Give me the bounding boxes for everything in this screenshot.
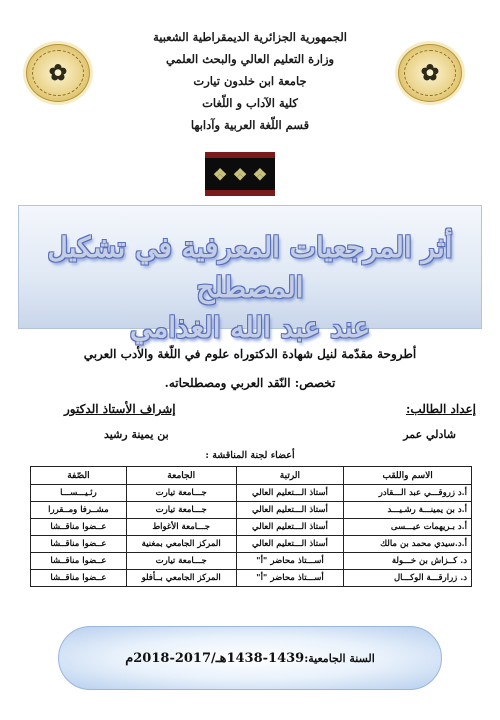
thesis-title-line-1: أثر المرجعيات المعرفية في تشكيل المصطلح xyxy=(47,231,453,304)
thesis-title-line-2: عند عبد الله الغذامي xyxy=(129,311,371,344)
member-name: د. زرارقـــة الوكـــال xyxy=(344,570,472,587)
member-university: المركز الجامعي بــأفلو xyxy=(126,570,236,587)
supervisor-label: إشراف الأستاذ الدكتور xyxy=(64,402,176,416)
academic-year-label: السنة الجامعية: xyxy=(304,651,375,665)
university-logo-icon: ❖ ❖ ❖ xyxy=(205,152,275,196)
header-university: الجامعة xyxy=(126,467,236,485)
member-role: عــضوا مناقــشا xyxy=(31,536,127,553)
member-university: المركز الجامعي بمغنية xyxy=(126,536,236,553)
member-role: رئـيـــســـا xyxy=(31,485,127,502)
table-row xyxy=(31,570,472,587)
student-name: شادلي عمر xyxy=(403,428,456,441)
member-name: أ.د بـريهمات عيـــسى xyxy=(344,519,472,536)
table-row xyxy=(31,553,472,570)
member-name: أ.د زروقـــي عبد الـــقادر xyxy=(344,485,472,502)
university-seal-right-icon: ✿ xyxy=(398,44,462,102)
member-university: جـــامعة تيارت xyxy=(126,485,236,502)
member-name: د. كــزاش بن خـــولة xyxy=(344,553,472,570)
member-university: جـــامعة تيارت xyxy=(126,553,236,570)
header-rank: الرتبة xyxy=(236,467,344,485)
member-rank: أستاذ الـــتعليم العالي xyxy=(236,502,344,519)
member-rank: أســـتاذ محاضر "أ" xyxy=(236,553,344,570)
member-name: أ.د.سيدي محمد بن مالك xyxy=(344,536,472,553)
member-rank: أســـتاذ محاضر "أ" xyxy=(236,570,344,587)
supervisor-name: بن يمينة رشيد xyxy=(104,428,169,441)
member-university: جـــامعة الأغواط xyxy=(126,519,236,536)
committee-header-row xyxy=(31,467,472,485)
table-row xyxy=(31,519,472,536)
member-rank: أستاذ الـــتعليم العالي xyxy=(236,485,344,502)
member-rank: أستاذ الـــتعليم العالي xyxy=(236,536,344,553)
header-line-university: جامعة ابن خلدون تيارت xyxy=(193,74,307,88)
header-line-ministry: وزارة التعليم العالي والبحث العلمي xyxy=(165,52,335,66)
member-role: مشــرفا ومــقررا xyxy=(31,502,127,519)
member-name: أ.د بن يمينـــة رشـيـــد xyxy=(344,502,472,519)
thesis-title-banner xyxy=(18,205,482,344)
table-row xyxy=(31,485,472,502)
member-role: عــضوا مناقــشا xyxy=(31,519,127,536)
table-row xyxy=(31,536,472,553)
member-rank: أستاذ الـــتعليم العالي xyxy=(236,519,344,536)
header-role: الصّفة xyxy=(31,467,127,485)
header-name: الاسم واللقب xyxy=(344,467,472,485)
member-role: عــضوا مناقــشا xyxy=(31,553,127,570)
committee-table xyxy=(30,466,472,587)
thesis-speciality: تخصص: النّقد العربي ومصطلحاته. xyxy=(164,376,336,390)
header-line-faculty: كلية الآداب و اللّغات xyxy=(202,96,298,110)
institution-header xyxy=(120,26,380,136)
prepared-by-label: إعداد الطالب: xyxy=(405,402,476,416)
member-role: عــضوا مناقــشا xyxy=(31,570,127,587)
header-line-department: قسم اللّغة العربية وآدابها xyxy=(190,118,310,132)
committee-title: أعضاء لجنة المناقشة : xyxy=(205,450,295,461)
table-row xyxy=(31,502,472,519)
thesis-subtitle: أطروحة مقدّمة لنيل شهادة الدكتوراه علوم في اللّغة والأدب العربي xyxy=(83,347,417,361)
university-seal-left-icon: ✿ xyxy=(26,44,90,102)
header-line-republic: الجمهورية الجزائرية الديمقراطية الشعبية xyxy=(153,30,347,44)
academic-year-banner xyxy=(58,626,442,690)
academic-year-value: 1438-1439هـ/2017-2018م xyxy=(125,650,305,666)
member-university: جـــامعة تيارت xyxy=(126,502,236,519)
